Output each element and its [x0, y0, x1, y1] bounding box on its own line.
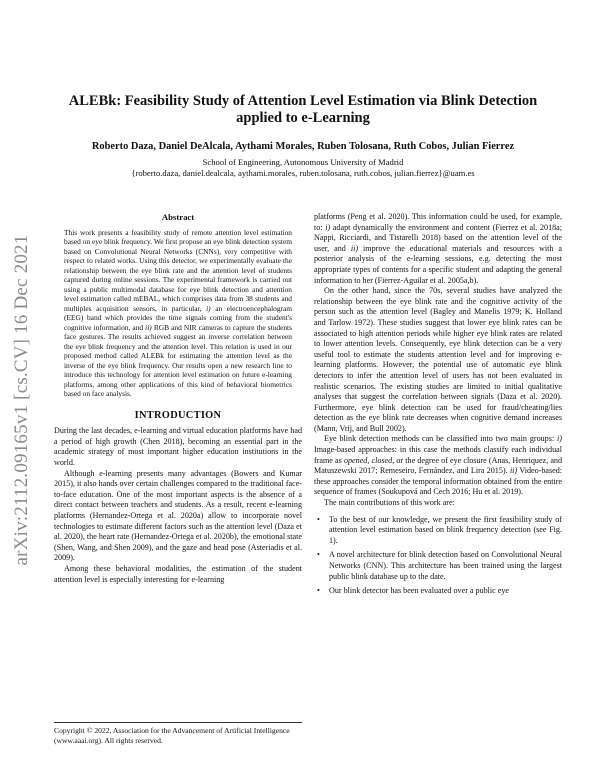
arxiv-id: arXiv:2112.09165v1 [cs.CV] 16 Dec 2021 [11, 234, 32, 566]
rp3-text-a: Eye blink detection methods can be classified into two main groups: [324, 434, 558, 444]
list-item-text: To the best of our knowledge, we present the first feasibility study of attention level estimation based on blink frequency detection (see Fig. 1). [329, 514, 562, 545]
intro-paragraph-3: Among these behavioral modalities, the estimation of the student attention level is especially interesting for e-learning [54, 563, 302, 584]
rp3-text-b: Image-based approaches: in this case the methods classify each individual frame as [314, 445, 562, 465]
contributions-list [314, 515, 562, 597]
abstract-text-1: This work presents a feasibility study of remote attention level estimation based on eye blink frequency. We first propose an eye blink detection system based on Convolutional Neural Networks (CNNs), very competitive with respect to related works. Using this detector, we experimentally evaluate the relationship between the eye blink rate and the attention level of students captured during online sessions. The experimental framework is carried out using a public multimodal database for eye blink detection and attention level estimation called mEBAL, which comprises data from 38 students and multiples acquisition sensors, in particular, [64, 227, 292, 313]
rp1-text-c: improve the educational materials and resources with a posterior analysis of the e-learning sessions, e.g. detecting the most appropriate types of contents for a specific student and adapting the general information to her (Fierrez-Aguilar et al. 2005a,b). [314, 243, 562, 285]
abstract-enum-ii: ii) [145, 322, 152, 332]
rp3-comma: , [367, 455, 372, 465]
right-paragraph-2: On the other hand, since the 70s, several studies have analyzed the relationship between the eye blink rate and the cognitive activity of the person such as the attention level (Bagley and Manelis 1979; K. Holland and Tarlow 1972). These studies suggest that lower eye blink rates can be associated to high attention periods while higher eye blink rates are related to lower attention levels. Consequently, eye blink detection can be a very useful tool to estimate the students attention level and for improving e-learning platforms. However, the potential use of automatic eye blink detectors to infer the attention level of users has not been evaluated in realistic scenarios. The existing studies are limited to initial qualitative analyses that suggest the correlation between signals (Daza et al. 2020). Furthermore, eye blink detection can be used for fraud/cheating/lies detection as the eye blink rate decreases when cognitive demand increases (Mann, Vrij, and Bull 2002). [314, 286, 562, 433]
bullet-icon: • [317, 550, 320, 560]
arxiv-sidebar-stamp [8, 185, 36, 615]
rp3-term-closed: closed [371, 455, 393, 465]
rp3-text-c: , or the degree of eye closure (Anas, Henriquez, and Matuszewski 2017; Remeseiro, Fernández, and Lira 2015). [314, 455, 563, 476]
affiliation-block [60, 157, 546, 179]
copyright-footnote: Copyright © 2022, Association for the Advancement of Artificial Intelligence (www.aaai.org). All rights reserved. [54, 722, 302, 745]
affiliation: School of Engineering, Autonomous University of Madrid [202, 157, 404, 167]
rp3-enum-i: i) [557, 434, 562, 444]
paper-title: ALEBk: Feasibility Study of Attention Level Estimation via Blink Detection applied to e-Learning [68, 93, 538, 126]
list-item [314, 586, 562, 597]
right-column [314, 212, 562, 601]
abstract-heading: Abstract [161, 212, 195, 222]
introduction-heading: INTRODUCTION [134, 409, 222, 421]
list-item-text: Our blink detector has been evaluated over a public eye [329, 586, 510, 596]
author-emails: {roberto.daza, daniel.dealcala, aythami.morales, ruben.tolosana, ruth.cobos, julian.fierrez}@uam.es [131, 168, 475, 178]
intro-paragraph-1: During the last decades, e-learning and virtual education platforms have had a period of high growth (Chen 2018), becoming an essential part in the academic strategy of most important higher education institutions in the world. [54, 426, 302, 467]
rp3-enum-ii: ii) [509, 466, 518, 476]
list-item [314, 515, 562, 547]
rp1-enum-i: i) [325, 222, 331, 232]
rp1-text-b: adapt dynamically the environment and content (Fierrez et al. 2018a; Nappi, Ricciardi, and Tistarelli 2018) based on the attention level of the user, and [314, 222, 562, 253]
right-paragraph-1 [314, 212, 562, 286]
bullet-icon: • [317, 586, 320, 596]
bullet-icon: • [317, 514, 320, 524]
author-list: Roberto Daza, Daniel DeAlcala, Aythami Morales, Ruben Tolosana, Ruth Cobos, Julian Fierrez [91, 141, 515, 152]
rp1-enum-ii: ii) [350, 243, 359, 253]
intro-paragraph-2: Although e-learning presents many advantages (Bowers and Kumar 2015), it also hands over certain challenges compared to the traditional face-to-face education. One of the most important aspects is the absence of a direct contact between teachers and students. As a result, recent e-learning platforms (Hernandez-Ortega et al. 2020a) allow to incorporate novel technologies to estimate different factors such as the attention level (Daza et al. 2020), the heart rate (Hernandez-Ortega et al. 2020b), the emotional state (Shen, Wang, and Shen 2009), and the gaze and head pose (Asteriadis et al. 2009). [54, 468, 302, 563]
rp1-text-a: platforms (Peng et al. 2020). This information could be used, for example, to: [314, 212, 562, 232]
rp3-text-d: Video-based: these approaches consider the temporal information obtained from the entire sequence of frames (Soukupová and Cech 2016; Hu et al. 2019). [314, 466, 562, 497]
left-column [54, 212, 302, 585]
abstract-body [54, 228, 302, 399]
abstract-text-3: RGB and NIR cameras to capture the students face gestures. The results achieved suggest an inverse correlation between the eye blink frequency and the attention level. This relation is used in our proposed method called ALEBk for estimating the attention level as the inverse of the eye blink frequency. Our results open a new research line to introduce this technology for attention level estimation on future e-learning platforms, among other applications of this kind of behavioral biometrics based on face analysis. [64, 322, 292, 399]
list-item [314, 550, 562, 582]
abstract-text-2: an electroencephalogram (EEG) band which provides the time signals coming from the student's cognitive information, and [64, 303, 292, 332]
abstract-enum-i: i) [206, 303, 211, 313]
rp3-term-opened: opened [343, 455, 368, 465]
right-paragraph-3 [314, 434, 562, 498]
right-paragraph-4: The main contributions of this work are: [324, 498, 455, 508]
list-item-text: A novel architecture for blink detection based on Convolutional Neural Networks (CNN). This architecture has been trained using the largest public blink database up to the date. [329, 550, 562, 581]
